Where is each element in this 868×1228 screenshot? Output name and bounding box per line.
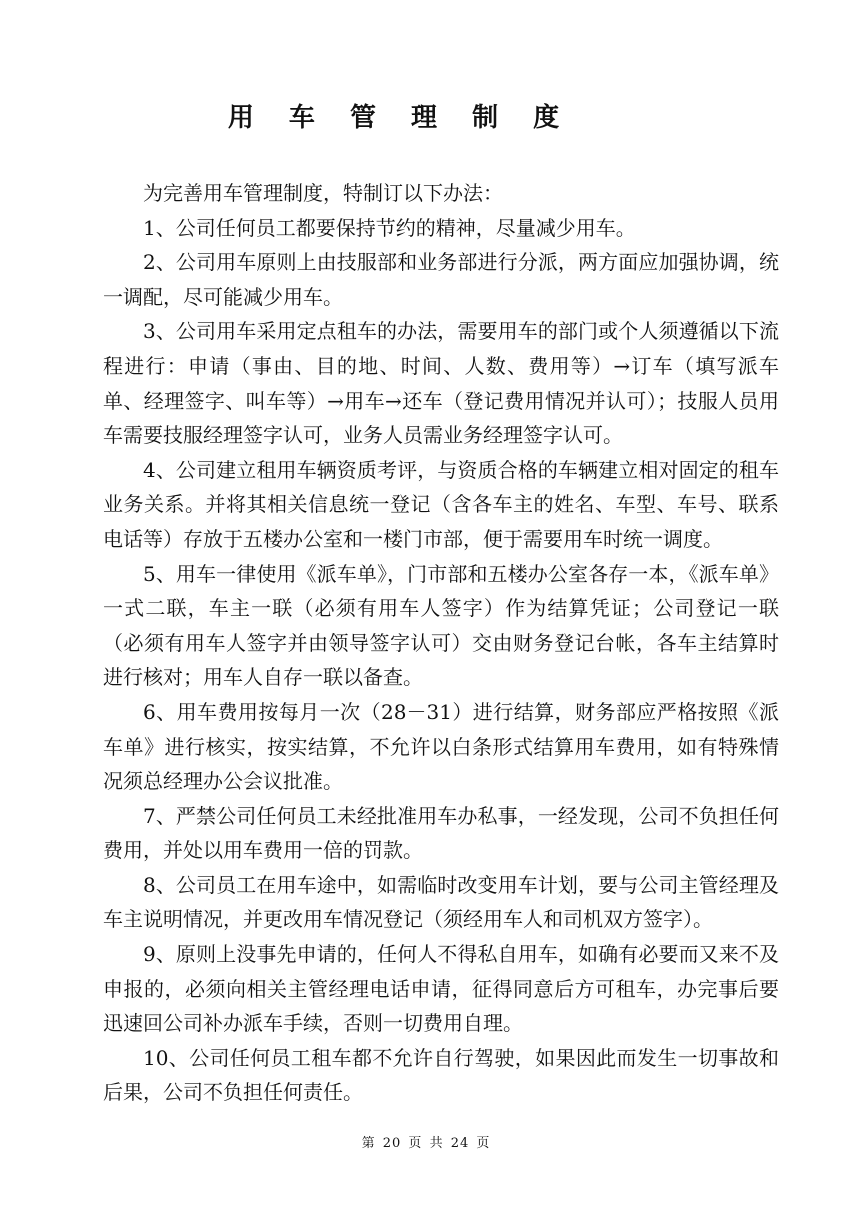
intro-paragraph: 为完善用车管理制度，特制订以下办法： [143,181,503,205]
document-body [103,176,779,1110]
page-number-footer: 第 20 页 共 24 页 [361,1136,491,1151]
document-title: 用 车 管 理 制 度 [227,103,573,133]
rule-paragraph-7: 7、严禁公司任何员工未经批准用车办私事，一经发现，公司不负担任何费用，并处以用车费用一倍的罚款。 [103,803,779,863]
rule-paragraph-8: 8、公司员工在用车途中，如需临时改变用车计划，要与公司主管经理及车主说明情况，并更改用车情况登记（须经用车人和司机双方签字）。 [103,872,779,932]
rule-paragraph-2: 2、公司用车原则上由技服部和业务部进行分派，两方面应加强协调，统一调配，尽可能减少用车。 [103,250,779,309]
rule-paragraph-10: 10、公司任何员工租车都不允许自行驾驶，如果因此而发生一切事故和后果，公司不负担任何责任。 [103,1045,779,1105]
rule-paragraph-3: 3、公司用车采用定点租车的办法，需要用车的部门或个人须遵循以下流程进行：申请（事由、目的地、时间、人数、费用等）→订车（填写派车单、经理签字、叫车等）→用车→还车（登记费用情况并认可）；技服人员用车需要技服经理签字认可，业务人员需业务经理签字认可。 [103,319,779,448]
rule-paragraph-4: 4、公司建立租用车辆资质考评，与资质合格的车辆建立相对固定的租车业务关系。并将其相关信息统一登记（含各车主的姓名、车型、车号、联系电话等）存放于五楼办公室和一楼门市部，便于需要用车时统一调度。 [103,457,779,551]
rule-paragraph-6: 6、用车费用按每月一次（28－31）进行结算，财务部应严格按照《派车单》进行核实，按实结算，不允许以白条形式结算用车费用，如有特殊情况须总经理办公会议批准。 [103,699,779,794]
rule-paragraph-5: 5、用车一律使用《派车单》，门市部和五楼办公室各存一本，《派车单》一式二联，车主一联（必须有用车人签字）作为结算凭证；公司登记一联（必须有用车人签字并由领导签字认可）交由财务登记台帐，各车主结算时进行核对；用车人自存一联以备查。 [103,561,779,690]
rule-paragraph-9: 9、原则上没事先申请的，任何人不得私自用车，如确有必要而又来不及申报的，必须向相关主管经理电话申请，征得同意后方可租车，办完事后要迅速回公司补办派车手续，否则一切费用自理。 [103,942,779,1036]
rule-paragraph-1: 1、公司任何员工都要保持节约的精神，尽量减少用车。 [143,215,636,240]
